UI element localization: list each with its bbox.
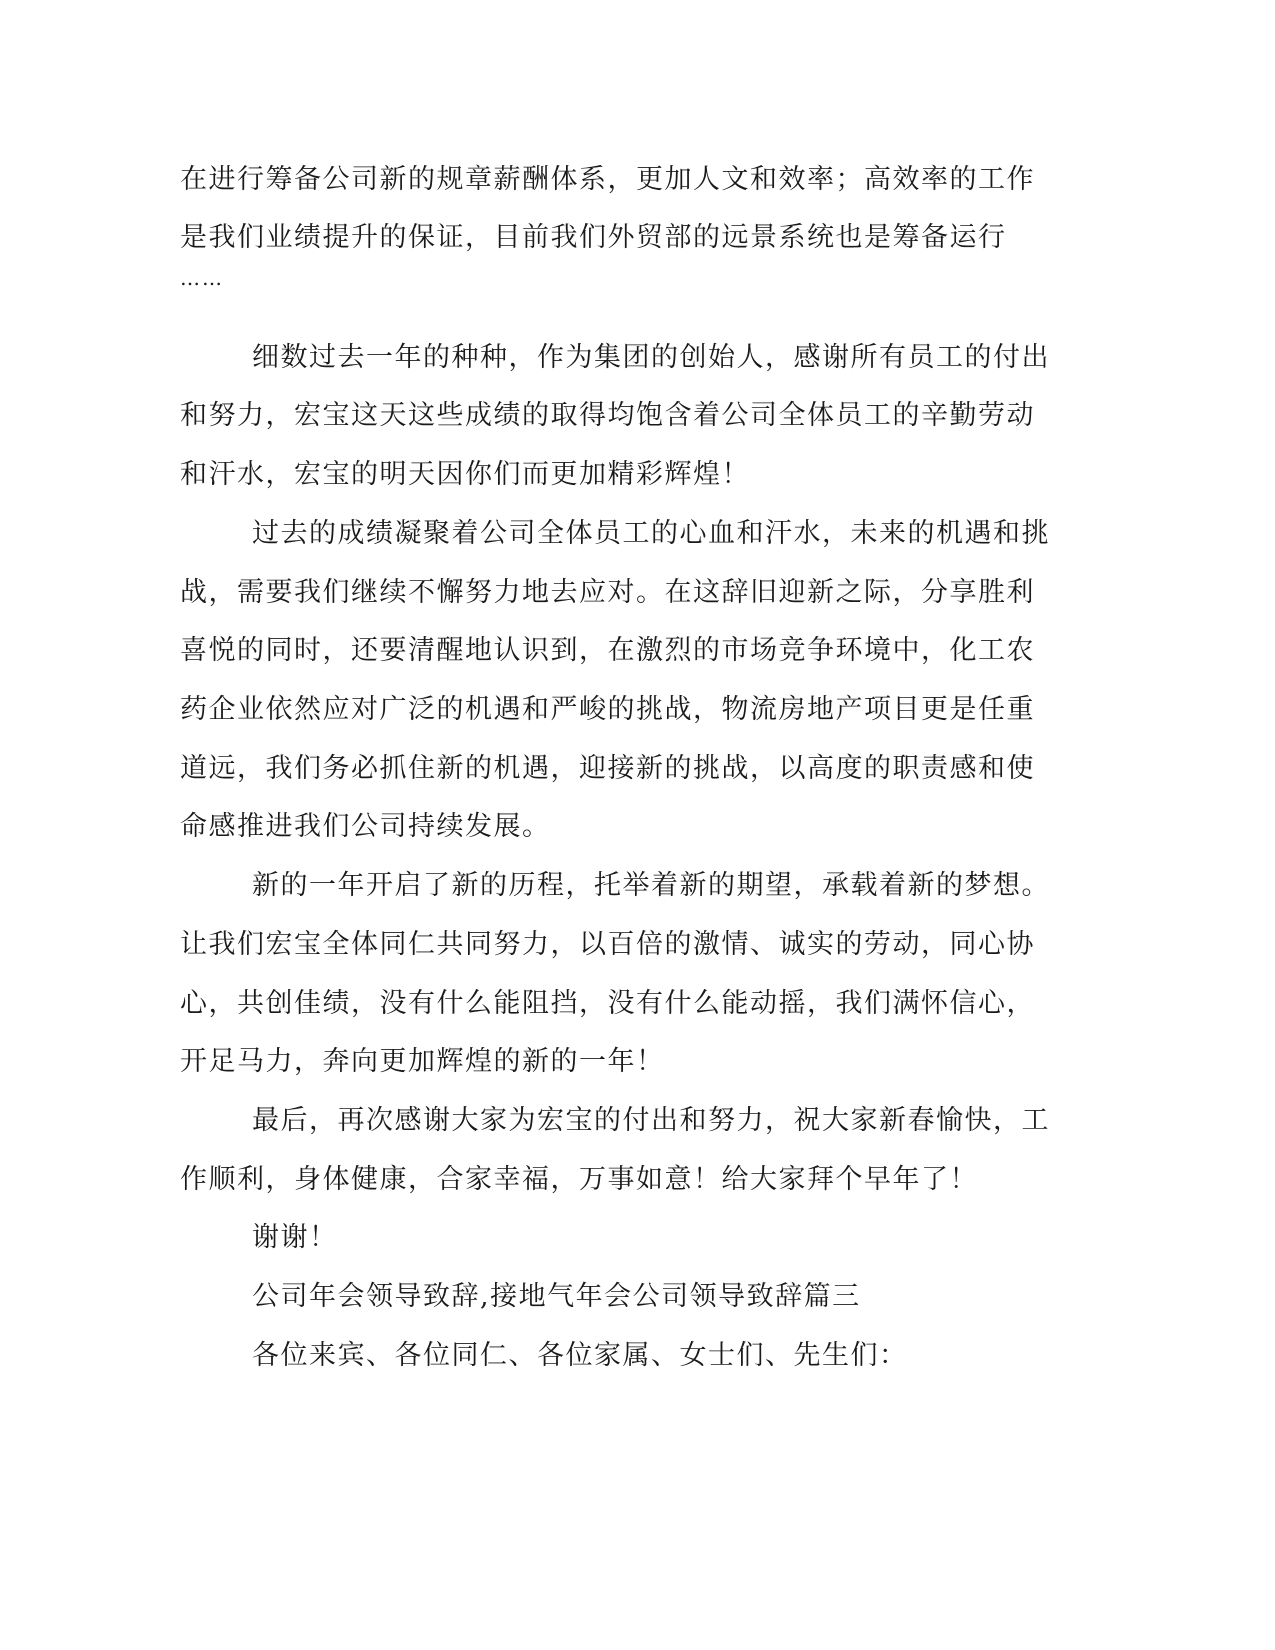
text-line: 心，共创佳绩，没有什么能阻挡，没有什么能动摇，我们满怀信心， <box>180 988 1035 1019</box>
text-line: 和汗水，宏宝的明天因你们而更加精彩辉煌！ <box>180 459 750 490</box>
text-line: 让我们宏宝全体同仁共同努力，以百倍的激情、诚实的劳动，同心协 <box>180 929 1035 960</box>
text-line: 喜悦的同时，还要清醒地认识到，在激烈的市场竞争环境中，化工农 <box>180 635 1035 666</box>
text-line: 药企业依然应对广泛的机遇和严峻的挑战，物流房地产项目更是任重 <box>180 694 1035 725</box>
paragraph-first-line: 最后，再次感谢大家为宏宝的付出和努力，祝大家新春愉快，工 <box>252 1105 1050 1136</box>
text-line: 和努力，宏宝这天这些成绩的取得均饱含着公司全体员工的辛勤劳动 <box>180 400 1035 431</box>
text-line: 在进行筹备公司新的规章薪酬体系，更加人文和效率；高效率的工作 <box>180 164 1035 195</box>
text-line: 开足马力，奔向更加辉煌的新的一年！ <box>180 1046 665 1077</box>
text-line: …… <box>180 266 224 290</box>
paragraph-first-line: 新的一年开启了新的历程，托举着新的期望，承载着新的梦想。 <box>252 870 1050 901</box>
text-line: 是我们业绩提升的保证，目前我们外贸部的远景系统也是筹备运行 <box>180 222 1007 253</box>
section-heading: 公司年会领导致辞,接地气年会公司领导致辞篇三 <box>252 1281 861 1312</box>
text-line: 道远，我们务必抓住新的机遇，迎接新的挑战，以高度的职责感和使 <box>180 753 1035 784</box>
paragraph-first-line: 细数过去一年的种种，作为集团的创始人，感谢所有员工的付出 <box>252 342 1050 373</box>
paragraph-first-line: 过去的成绩凝聚着公司全体员工的心血和汗水，未来的机遇和挑 <box>252 518 1050 549</box>
text-line: 作顺利，身体健康，合家幸福，万事如意！给大家拜个早年了！ <box>180 1164 978 1195</box>
salutation: 各位来宾、各位同仁、各位家属、女士们、先生们： <box>252 1340 908 1371</box>
text-line: 命感推进我们公司持续发展。 <box>180 811 551 842</box>
text-line: 战，需要我们继续不懈努力地去应对。在这辞旧迎新之际，分享胜利 <box>180 577 1035 608</box>
closing-thanks: 谢谢！ <box>252 1222 338 1253</box>
